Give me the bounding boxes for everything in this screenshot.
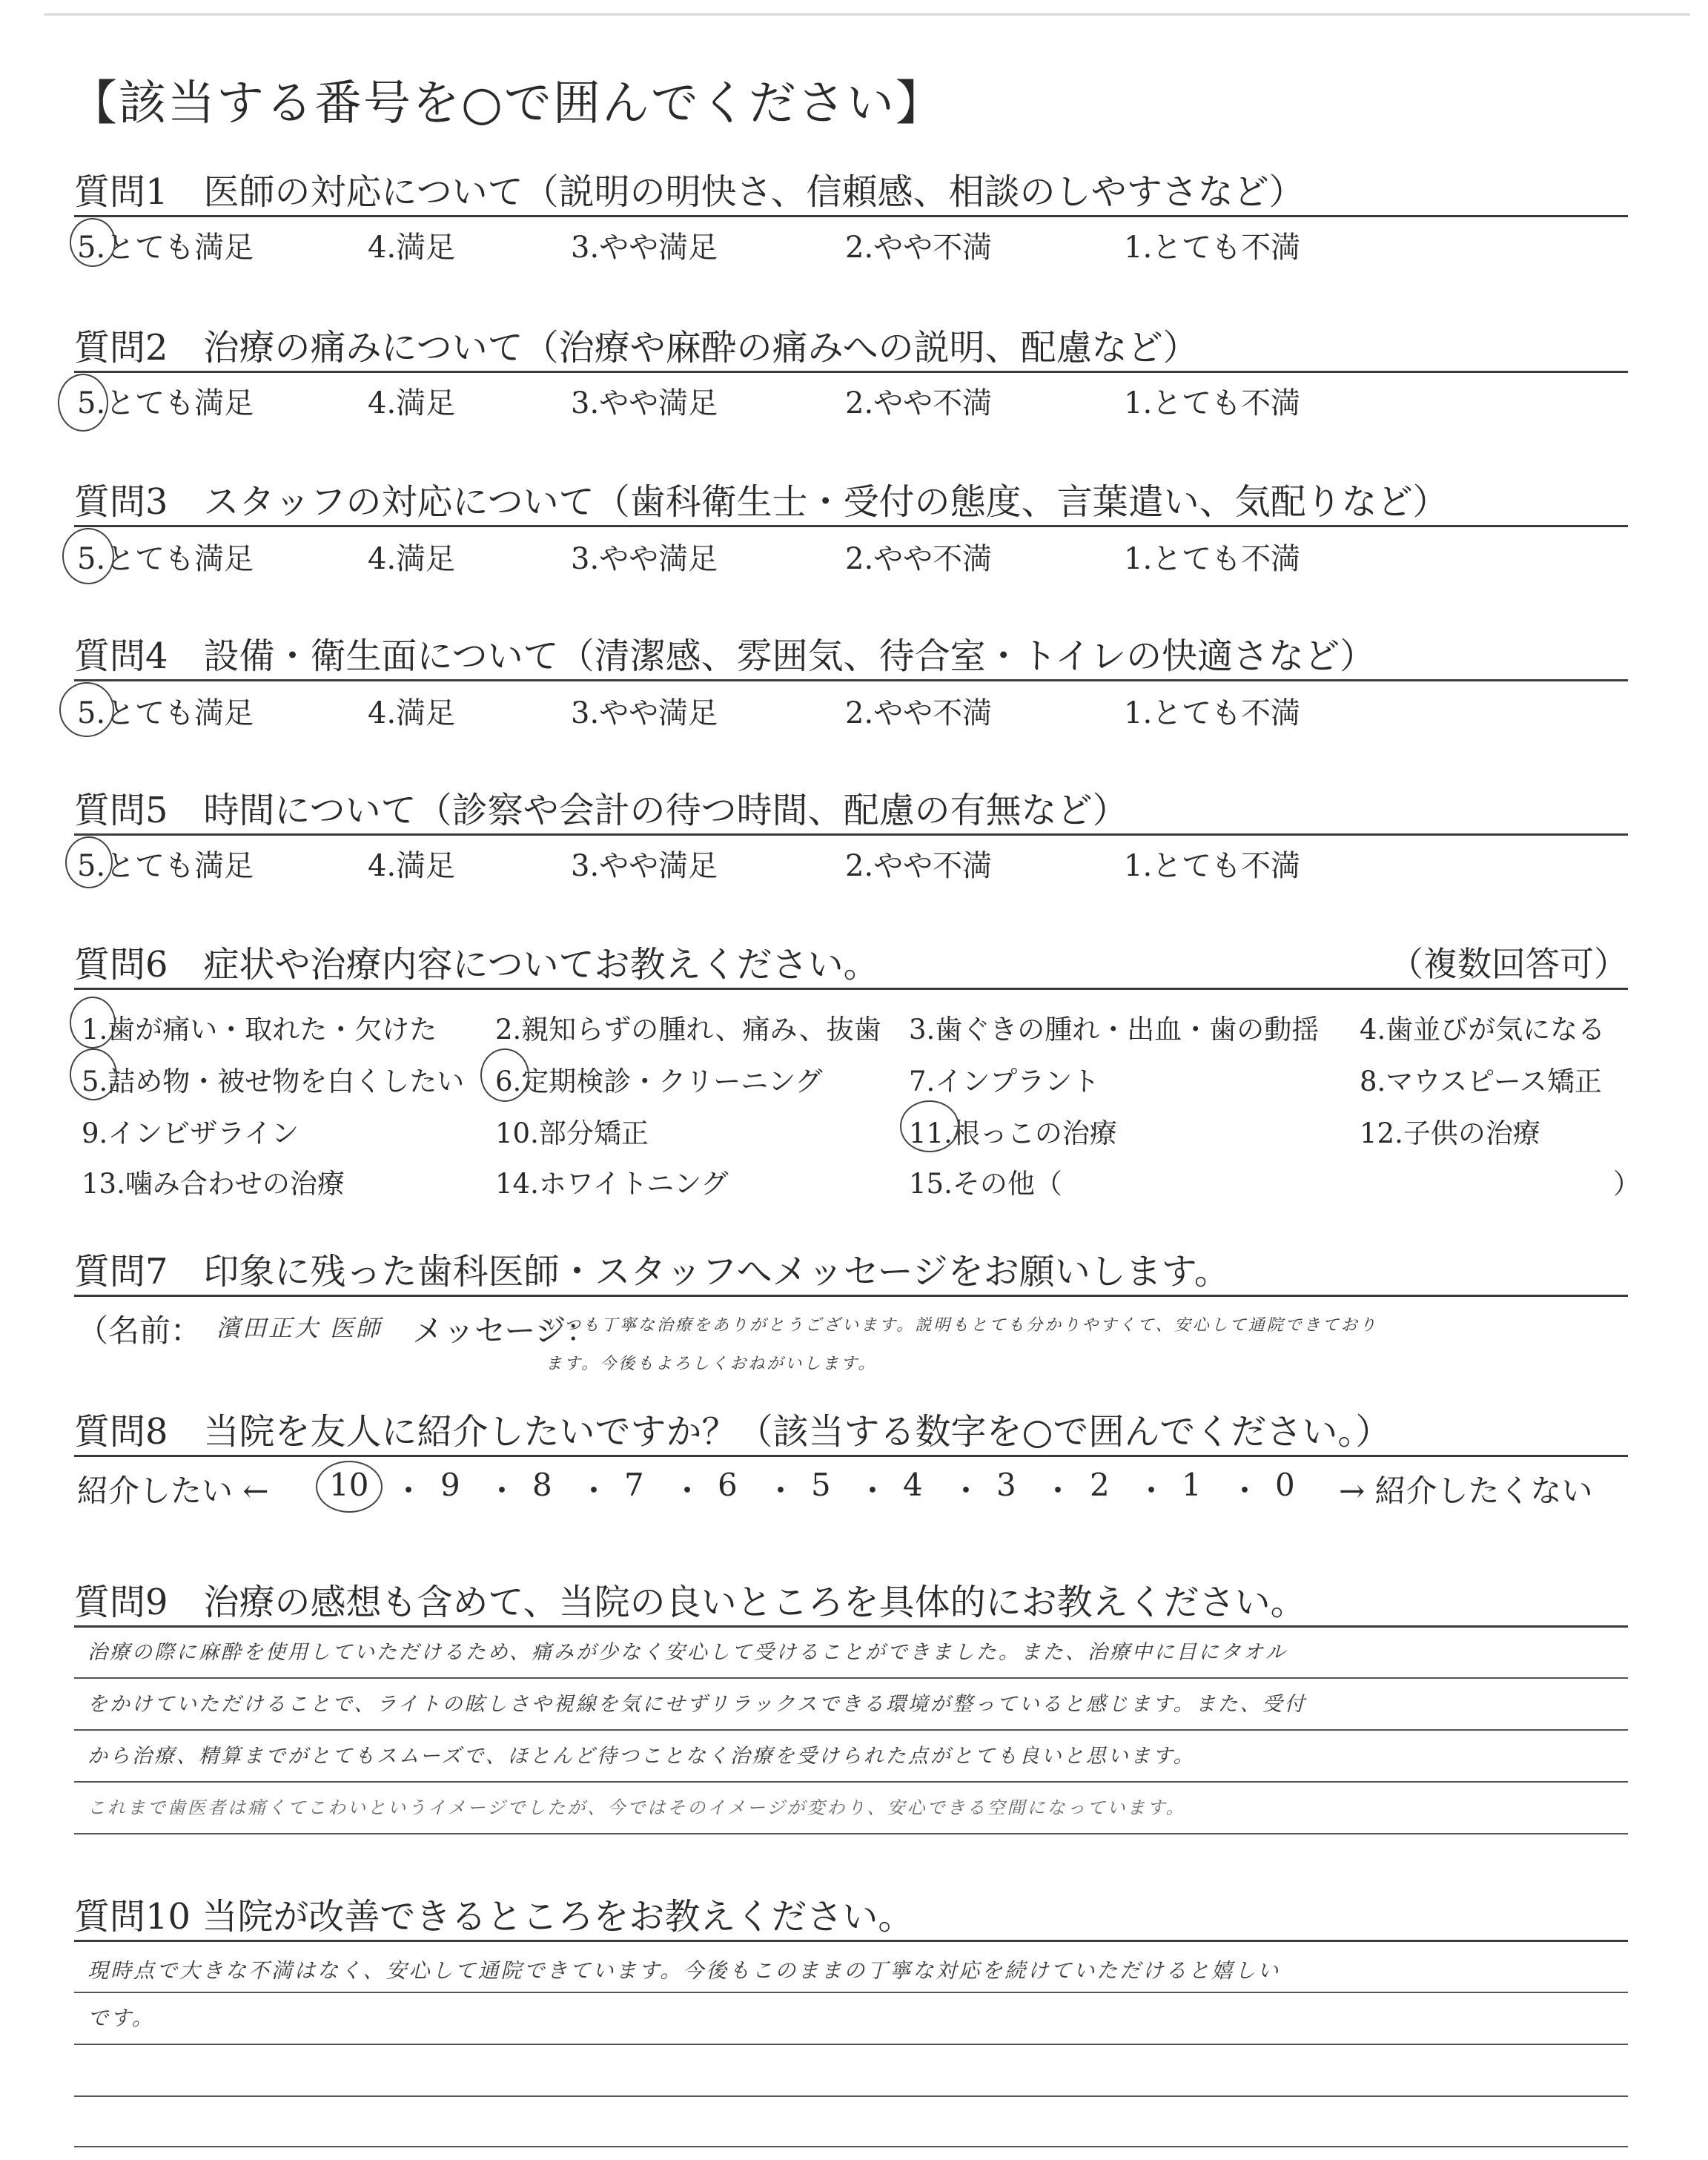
q4-option-2[interactable]: 2.やや不満 xyxy=(845,696,993,730)
q2-selection-circle xyxy=(58,374,108,432)
q5-option-2[interactable]: 2.やや不満 xyxy=(845,849,993,883)
q8-scale-1[interactable]: 1 xyxy=(1182,1467,1202,1503)
q8-scale-4[interactable]: 4 xyxy=(903,1467,923,1503)
question-3-title: 質問3 スタッフの対応について（歯科衛生士・受付の態度、言葉遣い、気配りなど） xyxy=(74,481,1449,523)
question-1-title: 質問1 医師の対応について（説明の明快さ、信頼感、相談のしやすさなど） xyxy=(74,171,1305,213)
q10-answer-line-2: です。 xyxy=(87,2006,155,2030)
q9-line-rule xyxy=(74,1677,1628,1679)
q6-option-4[interactable]: 4.歯並びが気になる xyxy=(1360,1014,1606,1046)
q3-option-3[interactable]: 3.やや満足 xyxy=(571,542,718,576)
q2-option-3[interactable]: 3.やや満足 xyxy=(571,386,718,420)
q6-option-15[interactable]: 15.その他（ xyxy=(909,1168,1062,1200)
q6-option-8[interactable]: 8.マウスピース矯正 xyxy=(1360,1066,1602,1097)
q8-scale-2[interactable]: 2 xyxy=(1090,1467,1110,1503)
question-2-title: 質問2 治療の痛みについて（治療や麻酔の痛みへの説明、配慮など） xyxy=(74,327,1199,369)
q8-scale-8[interactable]: 8 xyxy=(532,1467,552,1503)
q9-answer-line-4: これまで歯医者は痛くてこわいというイメージでしたが、今ではそのイメージが変わり、安心できる空間になっています。 xyxy=(87,1797,1186,1818)
q1-option-2[interactable]: 2.やや不満 xyxy=(845,231,993,265)
q5-selection-circle xyxy=(65,836,113,888)
question-5-title: 質問5 時間について（診察や会計の待つ時間、配慮の有無など） xyxy=(74,790,1128,831)
q1-option-1[interactable]: 1.とても不満 xyxy=(1124,231,1301,265)
question-3-rule xyxy=(74,525,1628,527)
q7-message-line-1: いつも丁寧な治療をありがとうございます。説明もとても分かりやすくて、安心して通院できており xyxy=(546,1316,1378,1335)
q6-option-13[interactable]: 13.噛み合わせの治療 xyxy=(82,1168,345,1200)
q6-selection-circle-6 xyxy=(480,1048,529,1102)
question-6-title: 質問6 症状や治療内容についてお教えください。 xyxy=(74,944,879,985)
q8-scale-3[interactable]: 3 xyxy=(996,1467,1016,1503)
q10-answer-line-1: 現時点で大きな不満はなく、安心して通院できています。今後もこのままの丁寧な対応を続けていただけると嬉しい xyxy=(87,1958,1281,1983)
q9-line-rule xyxy=(74,1833,1628,1834)
q8-scale-dot: ・ xyxy=(1229,1473,1261,1509)
q8-scale-dot: ・ xyxy=(486,1473,518,1509)
q3-option-2[interactable]: 2.やや不満 xyxy=(845,542,993,576)
q5-option-3[interactable]: 3.やや満足 xyxy=(571,849,718,883)
q8-scale-5[interactable]: 5 xyxy=(811,1467,831,1503)
q2-option-4[interactable]: 4.満足 xyxy=(368,386,456,420)
q10-line-rule xyxy=(74,1992,1628,1993)
q1-option-3[interactable]: 3.やや満足 xyxy=(571,231,718,265)
q3-selection-circle xyxy=(62,528,114,584)
question-10-title: 質問10 当院が改善できるところをお教えください。 xyxy=(74,1896,914,1938)
question-4-rule xyxy=(74,679,1628,681)
q5-option-1[interactable]: 1.とても不満 xyxy=(1124,849,1301,883)
q6-selection-circle-11 xyxy=(900,1100,959,1152)
q8-scale-0[interactable]: 0 xyxy=(1275,1467,1295,1503)
q2-option-5[interactable]: 5.とても満足 xyxy=(77,386,254,420)
q8-scale-dot: ・ xyxy=(857,1473,889,1509)
question-8-title: 質問8 当院を友人に紹介したいですか？（該当する数字を○で囲んでください。） xyxy=(74,1411,1391,1453)
question-10-rule xyxy=(74,1940,1628,1942)
q9-answer-line-2: をかけていただけることで、ライトの眩しさや視線を気にせずリラックスできる環境が整っていると感じます。また、受付 xyxy=(87,1693,1307,1716)
q6-selection-circle-1 xyxy=(70,997,116,1048)
question-5-rule xyxy=(74,833,1628,836)
question-9-title: 質問9 治療の感想も含めて、当院の良いところを具体的にお教えください。 xyxy=(74,1582,1306,1623)
q6-option-3[interactable]: 3.歯ぐきの腫れ・出血・歯の動揺 xyxy=(909,1014,1320,1046)
q8-scale-dot: ・ xyxy=(1136,1473,1168,1509)
q6-selection-circle-5 xyxy=(70,1048,117,1100)
q3-option-4[interactable]: 4.満足 xyxy=(368,542,456,576)
q10-line-rule xyxy=(74,2044,1628,2045)
q4-option-5[interactable]: 5.とても満足 xyxy=(77,696,254,730)
q6-option-14[interactable]: 14.ホワイトニング xyxy=(495,1168,729,1200)
q5-option-5[interactable]: 5.とても満足 xyxy=(77,849,254,883)
q4-selection-circle xyxy=(59,682,114,737)
q9-answer-line-3: から治療、精算までがとてもスムーズで、ほとんど待つことなく治療を受けられた点がとても良いと思います。 xyxy=(87,1745,1196,1768)
q1-selection-circle xyxy=(70,218,116,267)
q9-answer-line-1: 治療の際に麻酔を使用していただけるため、痛みが少なく安心して受けることができました。また、治療中に目にタオル xyxy=(87,1641,1288,1664)
q6-option-15-close-paren: ） xyxy=(1613,1168,1641,1200)
question-6-rule xyxy=(74,988,1628,990)
question-7-rule xyxy=(74,1295,1628,1297)
q5-option-4[interactable]: 4.満足 xyxy=(368,849,456,883)
q8-scale-dot: ・ xyxy=(578,1473,610,1509)
q8-scale-9[interactable]: 9 xyxy=(440,1467,460,1503)
q8-left-label: 紹介したい ← xyxy=(77,1473,269,1509)
q8-scale-dot: ・ xyxy=(393,1473,425,1509)
q7-message-label: メッセージ： xyxy=(412,1312,598,1349)
q8-right-label: → 紹介したくない xyxy=(1339,1473,1593,1509)
q8-scale-dot: ・ xyxy=(765,1473,797,1509)
q9-line-rule xyxy=(74,1781,1628,1783)
q9-line-rule xyxy=(74,1729,1628,1731)
q6-option-5[interactable]: 5.詰め物・被せ物を白くしたい xyxy=(82,1066,465,1097)
q2-option-2[interactable]: 2.やや不満 xyxy=(845,386,993,420)
page-title: 【該当する番号を○で囲んでください】 xyxy=(70,76,944,131)
q1-option-5[interactable]: 5.とても満足 xyxy=(77,231,254,265)
q8-scale-7[interactable]: 7 xyxy=(624,1467,644,1503)
q8-scale-dot: ・ xyxy=(672,1473,704,1509)
q10-line-rule xyxy=(74,2146,1628,2147)
q6-option-7[interactable]: 7.インプラント xyxy=(909,1066,1100,1097)
q8-selection-circle xyxy=(316,1461,383,1513)
q6-option-11[interactable]: 11.根っこの治療 xyxy=(909,1117,1117,1149)
q2-option-1[interactable]: 1.とても不満 xyxy=(1124,386,1301,420)
question-6-note: （複数回答可） xyxy=(1389,944,1628,984)
q4-option-4[interactable]: 4.満足 xyxy=(368,696,456,730)
q1-option-4[interactable]: 4.満足 xyxy=(368,231,456,265)
q6-option-2[interactable]: 2.親知らずの腫れ、痛み、抜歯 xyxy=(495,1014,881,1046)
q10-line-rule xyxy=(74,2095,1628,2097)
q8-scale-10[interactable]: 10 xyxy=(329,1467,369,1503)
q8-scale-dot: ・ xyxy=(950,1473,982,1509)
question-1-rule xyxy=(74,215,1628,217)
question-4-title: 質問4 設備・衛生面について（清潔感、雰囲気、待合室・トイレの快適さなど） xyxy=(74,635,1376,677)
q7-name-label: （名前： xyxy=(77,1312,202,1349)
q8-scale-6[interactable]: 6 xyxy=(718,1467,738,1503)
q3-option-5[interactable]: 5.とても満足 xyxy=(77,542,254,576)
question-7-title: 質問7 印象に残った歯科医師・スタッフへメッセージをお願いします。 xyxy=(74,1251,1230,1292)
q8-scale-dot: ・ xyxy=(1042,1473,1074,1509)
question-2-rule xyxy=(74,371,1628,373)
q7-name-handwritten: 濱田正大 医師 xyxy=(216,1314,383,1342)
q6-option-10[interactable]: 10.部分矯正 xyxy=(495,1117,649,1149)
q4-option-1[interactable]: 1.とても不満 xyxy=(1124,696,1301,730)
q6-option-1[interactable]: 1.歯が痛い・取れた・欠けた xyxy=(82,1014,437,1046)
q7-message-line-2: ます。今後もよろしくおねがいします。 xyxy=(546,1355,877,1373)
question-8-rule xyxy=(74,1455,1628,1457)
q6-option-6[interactable]: 6.定期検診・クリーニング xyxy=(495,1066,823,1097)
q4-option-3[interactable]: 3.やや満足 xyxy=(571,696,718,730)
top-rule xyxy=(44,13,1690,16)
question-9-rule xyxy=(74,1625,1628,1628)
q6-option-9[interactable]: 9.インビザライン xyxy=(82,1117,299,1149)
q6-option-12[interactable]: 12.子供の治療 xyxy=(1360,1117,1540,1149)
q3-option-1[interactable]: 1.とても不満 xyxy=(1124,542,1301,576)
